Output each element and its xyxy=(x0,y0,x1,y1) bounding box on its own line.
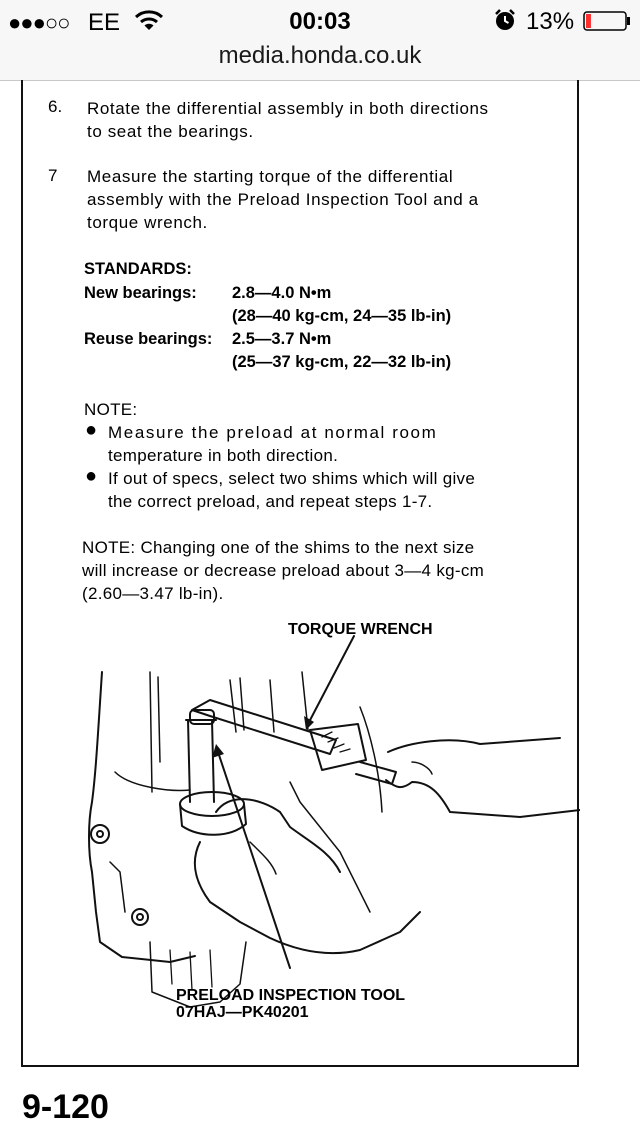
bullet-dot: ● xyxy=(85,419,98,441)
address-bar-url[interactable]: media.honda.co.uk xyxy=(218,42,422,69)
reuse-bearings-label: Reuse bearings: xyxy=(84,330,213,348)
browser-top-bar xyxy=(0,0,640,81)
step-7-text xyxy=(87,165,479,234)
step-7-line: torque wrench. xyxy=(87,213,208,232)
status-bar xyxy=(0,0,640,42)
step-6-text xyxy=(87,97,489,143)
reuse-bearings-value: 2.5—3.7 N•m xyxy=(232,330,332,348)
new-bearings-label: New bearings: xyxy=(84,284,197,302)
alarm-clock-icon xyxy=(493,8,517,32)
step-6-line: to seat the bearings. xyxy=(87,122,254,141)
carrier-name: EE xyxy=(88,9,121,36)
page-number: 9-120 xyxy=(22,1088,109,1126)
battery-percent: 13% xyxy=(526,8,575,35)
bullet-dot: ● xyxy=(85,465,98,487)
note2-line: NOTE: Changing one of the shims to the next size xyxy=(82,538,475,557)
note2-line: will increase or decrease preload about 3—4 kg-cm xyxy=(82,561,485,580)
reuse-bearings-value-alt: (25—37 kg-cm, 22—32 lb-in) xyxy=(232,353,452,371)
battery-icon xyxy=(583,11,631,31)
step-7-line: assembly with the Preload Inspection Tool and a xyxy=(87,190,479,209)
step-7-line: Measure the starting torque of the differential xyxy=(87,167,454,186)
note2-line: (2.60—3.47 lb-in). xyxy=(82,584,224,603)
preload-tool-label: PRELOAD INSPECTION TOOL xyxy=(176,987,406,1004)
note-heading: NOTE: xyxy=(84,400,138,419)
note-bullet-2-line1: If out of specs, select two shims which will give xyxy=(108,469,476,488)
status-time: 00:03 xyxy=(289,8,351,35)
new-bearings-value-alt: (28—40 kg-cm, 24—35 lb-in) xyxy=(232,307,452,325)
torque-wrench-label: TORQUE WRENCH xyxy=(288,621,433,638)
note-bullet-2-line2: the correct preload, and repeat steps 1-7. xyxy=(108,492,433,511)
step-6-line: Rotate the differential assembly in both directions xyxy=(87,99,489,118)
note2-text xyxy=(82,536,484,605)
signal-strength: ●●●○○ xyxy=(8,10,70,35)
preload-tool-part-number: 07HAJ—PK40201 xyxy=(176,1004,309,1021)
new-bearings-value: 2.8—4.0 N•m xyxy=(232,284,332,302)
torque-wrench-illustration xyxy=(40,612,580,1032)
standards-heading: STANDARDS: xyxy=(84,260,192,278)
step-6-number: 6. xyxy=(48,97,63,116)
step-7-number: 7 xyxy=(48,166,58,185)
note-bullet-1-line1: Measure the preload at normal room xyxy=(108,423,438,442)
note-bullet-1-line2: temperature in both direction. xyxy=(108,446,339,465)
